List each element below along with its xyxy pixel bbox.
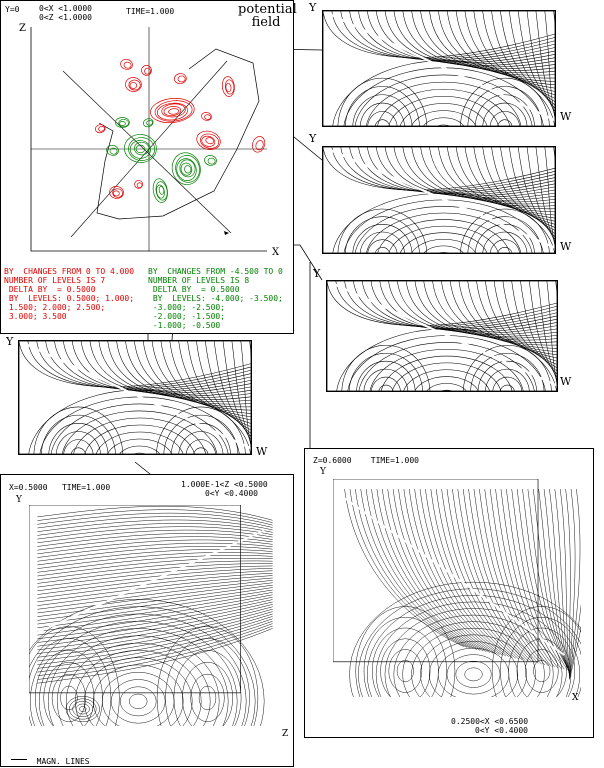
field-line	[37, 533, 272, 546]
closed-field-line	[375, 120, 390, 126]
legend-line: BY LEVELS: 0.5000; 1.000;	[4, 294, 135, 303]
field-line	[37, 520, 272, 532]
legend-positive	[4, 267, 134, 321]
panel-z-axis-y: Y	[320, 467, 326, 477]
closed-field-line	[66, 696, 100, 722]
closed-field-line	[332, 193, 555, 253]
closed-field-line	[517, 639, 567, 704]
closed-field-line	[368, 111, 398, 126]
closed-field-line	[71, 448, 86, 454]
closed-field-line	[350, 582, 593, 737]
closed-field-line	[399, 103, 488, 126]
closed-field-line	[377, 220, 511, 253]
closed-field-line	[497, 247, 512, 253]
closed-field-line	[379, 385, 394, 391]
field-line	[134, 341, 251, 407]
field-line	[353, 281, 557, 328]
closed-field-line	[380, 356, 512, 391]
closed-field-line	[421, 246, 466, 253]
negative-contour	[184, 165, 192, 174]
cross-section-z-plot	[305, 449, 593, 737]
closed-field-line	[475, 95, 534, 126]
panel-x-range-z: 1.000E-1<Z <0.5000	[181, 480, 268, 489]
field-line	[492, 11, 555, 98]
cross-section-x-plot	[1, 475, 293, 766]
negative-contour	[119, 121, 125, 125]
inset-panel-3	[326, 280, 558, 392]
closed-field-line	[413, 377, 479, 391]
field-line	[431, 489, 516, 658]
closed-field-line	[84, 425, 195, 454]
domain-outline	[97, 49, 259, 219]
closed-field-line	[388, 226, 499, 253]
field-line	[345, 489, 464, 647]
closed-field-line	[174, 650, 241, 745]
legend-line: 3.000; 3.500	[4, 312, 67, 321]
field-line	[37, 614, 272, 661]
panel-x-axis-y: Y	[16, 495, 22, 505]
closed-field-line	[182, 662, 232, 733]
field-line	[350, 489, 467, 647]
header-time: TIME=1.000	[126, 7, 175, 16]
separatrix	[341, 496, 564, 655]
closed-field-line	[199, 686, 216, 710]
inset-3-axis-y: Y	[313, 267, 321, 280]
closed-field-line	[403, 622, 545, 727]
closed-field-line	[171, 423, 230, 454]
field-lines-area	[333, 479, 593, 737]
closed-field-line	[193, 448, 208, 454]
closed-field-line	[399, 233, 488, 253]
inset-2-axis-w: W	[560, 240, 572, 253]
closed-field-line	[356, 606, 455, 735]
axis-x-label: X	[272, 247, 280, 258]
field-line	[188, 341, 251, 427]
field-line	[494, 281, 557, 364]
closed-field-line	[21, 607, 255, 766]
closed-field-line	[377, 89, 511, 126]
field-line	[37, 619, 272, 669]
closed-field-line	[106, 439, 173, 454]
field-line	[429, 11, 555, 75]
inset-4-axis-w: W	[256, 445, 268, 458]
legend-line: BY CHANGES FROM -4.500 TO 0	[148, 267, 283, 276]
potential-field-panel	[0, 0, 297, 334]
negative-contour	[109, 147, 117, 155]
legend-line: NUMBER OF LEVELS IS 7	[4, 276, 106, 285]
field-line	[429, 147, 555, 206]
positive-contour	[204, 114, 211, 120]
closed-field-line	[372, 628, 438, 714]
axis-line	[63, 71, 231, 233]
panel-z-range-x: 0.2500<X <0.6500	[451, 717, 529, 726]
positive-contour	[123, 61, 131, 69]
legend-line: BY CHANGES FROM 0 TO 4.000	[4, 267, 135, 276]
legend-line: NUMBER OF LEVELS IS 8	[148, 276, 250, 285]
positive-contour	[178, 76, 186, 83]
field-line	[323, 147, 555, 190]
legend-negative	[148, 267, 283, 330]
closed-field-line	[394, 615, 553, 734]
field-lines-area	[12, 505, 272, 766]
closed-field-line	[402, 370, 490, 391]
panel-x-axis-z: Z	[282, 729, 289, 739]
potential-field-title	[238, 2, 297, 30]
field-line	[492, 147, 555, 227]
inset-1-axis-w: W	[560, 110, 572, 123]
field-line	[441, 281, 557, 345]
field-line	[125, 341, 251, 404]
field-lines-plot-3	[327, 281, 557, 391]
panel-z-range-y: 0<Y <0.4000	[475, 726, 528, 735]
closed-field-line	[186, 440, 216, 454]
legend-line-sample	[11, 759, 27, 760]
closed-field-line	[397, 660, 414, 682]
positive-contour	[250, 135, 266, 154]
closed-field-line	[353, 95, 412, 126]
closed-field-line	[497, 120, 512, 126]
legend-line: DELTA BY = 0.5000	[4, 285, 96, 294]
cross-section-x-panel	[0, 474, 294, 767]
closed-field-line	[410, 239, 477, 253]
inset-4-axis-y: Y	[6, 335, 14, 348]
magn-lines-legend	[11, 749, 90, 768]
closed-field-line	[381, 639, 431, 704]
field-line	[447, 147, 555, 212]
field-lines-plot-1	[323, 11, 555, 126]
closed-field-line	[375, 247, 390, 253]
closed-field-line	[129, 694, 147, 709]
closed-field-line	[358, 342, 535, 391]
closed-field-line	[391, 363, 501, 391]
legend-line: -3.000; -2.500;	[148, 303, 226, 312]
closed-field-line	[73, 418, 207, 454]
arrow-head	[224, 231, 229, 235]
field-line	[37, 580, 272, 609]
legend-line: -2.000; -1.500;	[148, 312, 226, 321]
closed-field-line	[49, 423, 108, 454]
closed-field-line	[509, 628, 575, 714]
field-line	[569, 489, 585, 679]
positive-contour	[130, 82, 137, 88]
closed-field-line	[76, 704, 89, 714]
closed-field-line	[355, 75, 533, 126]
field-line	[327, 281, 557, 326]
panel-x-header: X=0.5000 TIME=1.000	[9, 483, 111, 492]
legend-label: MAGN. LINES	[36, 757, 90, 766]
closed-field-line	[410, 111, 477, 126]
closed-field-line	[490, 240, 520, 253]
field-line	[37, 607, 272, 650]
field-line	[46, 341, 251, 390]
closed-field-line	[371, 377, 400, 391]
inset-1-axis-y: Y	[309, 1, 317, 14]
field-line	[350, 147, 555, 193]
closed-field-line	[64, 440, 94, 454]
closed-field-line	[69, 699, 96, 719]
closed-field-line	[500, 385, 515, 391]
closed-field-line	[490, 111, 520, 126]
title-line-1: potential	[238, 2, 297, 17]
field-line	[522, 489, 569, 671]
closed-field-line	[438, 648, 509, 701]
cross-section-z-panel	[304, 448, 594, 738]
field-line	[438, 147, 555, 209]
closed-field-line	[368, 240, 398, 253]
negative-contour	[115, 118, 129, 128]
header-range-x: 0<X <1.0000	[39, 4, 92, 13]
inset-2-axis-y: Y	[309, 132, 317, 145]
field-line	[479, 489, 544, 665]
header-range-z: 0<Z <1.0000	[39, 13, 92, 22]
closed-field-line	[120, 687, 156, 716]
field-line	[37, 624, 272, 676]
field-line	[501, 489, 558, 668]
inset-3-axis-w: W	[560, 375, 572, 388]
legend-line: 1.500; 2.000; 2.500;	[4, 303, 106, 312]
field-line	[37, 517, 272, 528]
positive-contour	[168, 108, 179, 115]
closed-field-line	[388, 96, 499, 126]
field-lines-plot-2	[323, 147, 555, 253]
closed-field-line	[493, 377, 522, 391]
closed-field-line	[51, 404, 229, 454]
header-y: Y=0	[5, 5, 20, 14]
field-line	[37, 573, 272, 598]
axis-z-label: Z	[19, 23, 26, 34]
closed-field-line	[465, 668, 483, 681]
closed-field-line	[456, 661, 491, 687]
field-line	[433, 281, 557, 342]
closed-field-line	[93, 665, 183, 738]
field-line	[37, 558, 272, 576]
positive-contour	[221, 76, 235, 97]
field-line	[37, 527, 272, 539]
closed-field-line	[425, 383, 469, 391]
positive-contour	[225, 83, 231, 92]
legend-line: DELTA BY = 0.5000	[148, 285, 240, 294]
panel-x-range-y: 0<Y <0.4000	[205, 489, 258, 498]
positive-contour	[113, 190, 120, 196]
legend-line: BY LEVELS: -4.000; -3.500;	[148, 294, 283, 303]
inset-panel-4	[18, 340, 252, 455]
field-line	[350, 11, 555, 60]
negative-contour	[208, 158, 216, 165]
title-line-2: field	[251, 15, 281, 30]
inset-panel-2	[322, 146, 556, 254]
closed-field-line	[95, 432, 184, 454]
legend-line: -1.000; -0.500	[148, 321, 221, 330]
field-lines-plot-4	[19, 341, 251, 454]
negative-contour	[159, 186, 165, 195]
field-line	[458, 489, 532, 662]
inset-panel-1	[322, 10, 556, 127]
closed-field-line	[19, 627, 120, 766]
negative-contour	[130, 140, 152, 159]
field-line	[19, 341, 251, 387]
closed-field-line	[102, 672, 174, 730]
field-line	[323, 11, 555, 58]
closed-field-line	[533, 660, 550, 682]
panel-z-axis-x: X	[572, 693, 579, 703]
field-line	[544, 489, 569, 674]
panel-z-header: Z=0.6000 TIME=1.000	[313, 456, 419, 465]
